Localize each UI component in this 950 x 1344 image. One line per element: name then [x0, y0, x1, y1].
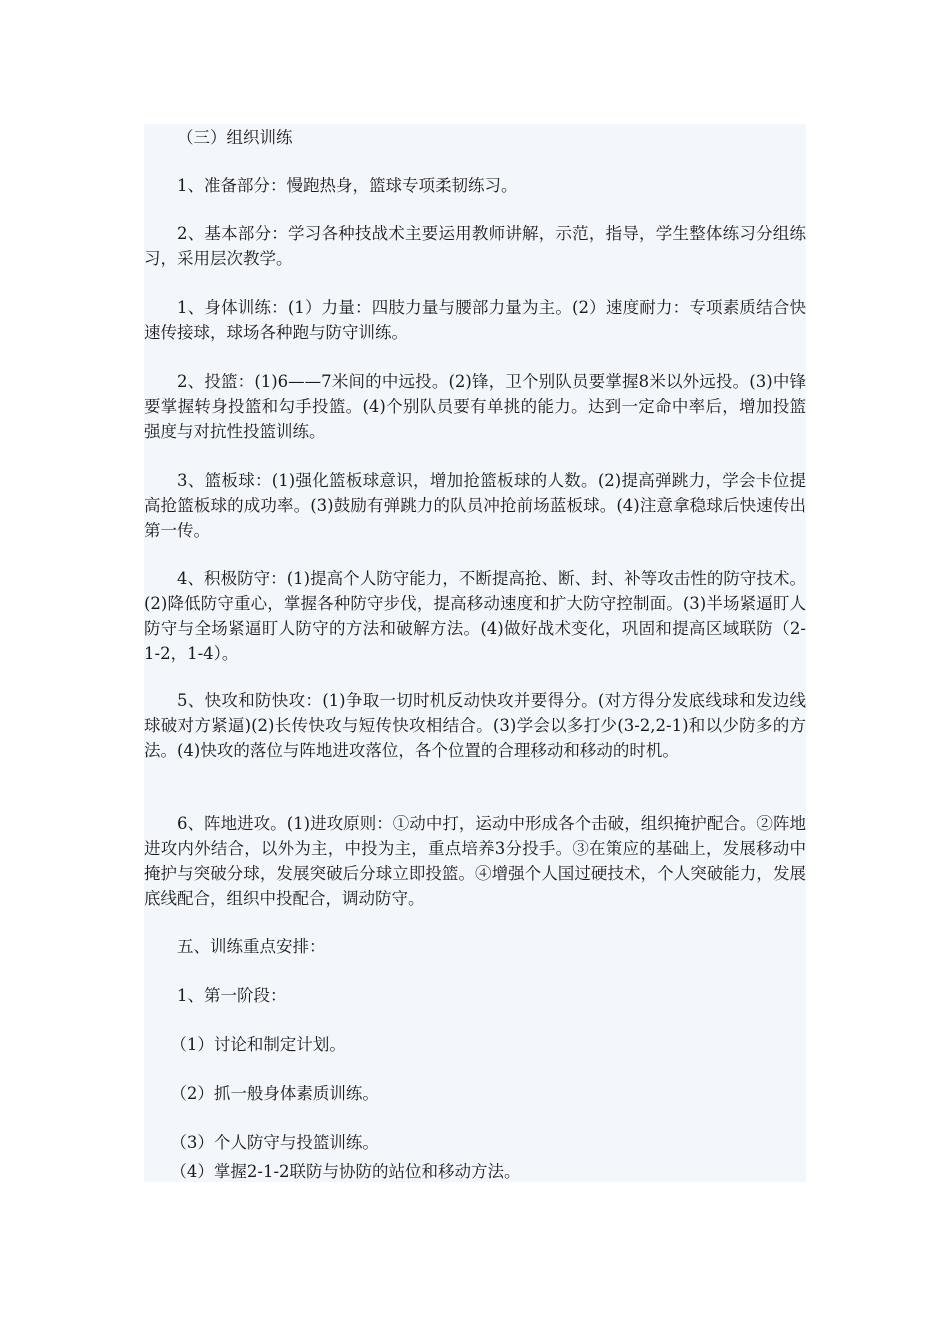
list-item: （1）讨论和制定计划。	[170, 1035, 346, 1054]
paragraph-fastbreak: 5、快攻和防快攻：(1)争取一切时机反动快攻并要得分。(对方得分发底线球和发边线球破对方紧逼)(2)长传快攻与短传快攻相结合。(3)学会以多打少(3-2,2-1)和以少防多的方法。(4)快攻的落位与阵地进攻落位，各个位置的合理移动和移动的时机。	[144, 691, 806, 760]
paragraph-basic: 2、基本部分：学习各种技战术主要运用教师讲解，示范，指导，学生整体练习分组练习，采用层次教学。	[144, 224, 806, 268]
paragraph-shooting: 2、投篮：(1)6——7米间的中远投。(2)锋，卫个别队员要掌握8米以外远投。(3)中锋要掌握转身投篮和勾手投篮。(4)个别队员要有单挑的能力。达到一定命中率后，增加投篮强度与对抗性投篮训练。	[144, 372, 806, 441]
list-item: （3）个人防守与投篮训练。	[170, 1133, 379, 1152]
list-item: （2）抓一般身体素质训练。	[170, 1084, 379, 1103]
paragraph-offense: 6、阵地进攻。(1)进攻原则：①动中打，运动中形成各个击破，组织掩护配合。②阵地进攻内外结合，以外为主，中投为主，重点培养3分投手。③在策应的基础上，发展移动中掩护与突破分球，发展突破后分球立即投篮。④增强个人国过硬技术，个人突破能力，发展底线配合，组织中投配合，调动防守。	[144, 814, 806, 908]
paragraph-rebound: 3、篮板球：(1)强化篮板球意识，增加抢篮板球的人数。(2)提高弹跳力，学会卡位提高抢篮板球的成功率。(3)鼓励有弹跳力的队员冲抢前场蓝板球。(4)注意拿稳球后快速传出第一传。	[144, 471, 806, 540]
heading-training-focus: 五、训练重点安排：	[177, 937, 326, 956]
paragraph-physical: 1、身体训练：(1）力量：四肢力量与腰部力量为主。(2）速度耐力：专项素质结合快速传接球，球场各种跑与防守训练。	[144, 298, 806, 342]
list-item: （4）掌握2-1-2联防与协防的站位和移动方法。	[170, 1162, 521, 1181]
paragraph-prep: 1、准备部分：慢跑热身，篮球专项柔韧练习。	[177, 176, 518, 195]
paragraph-defense: 4、积极防守：(1)提高个人防守能力，不断提高抢、断、封、补等攻击性的防守技术。(2)降低防守重心，掌握各种防守步伐，提高移动速度和扩大防守控制面。(3)半场紧逼盯人防守与全场紧逼盯人防守的方法和破解方法。(4)做好战术变化，巩固和提高区域联防（2-1-2，1-4）。	[144, 569, 806, 663]
section-header: （三）组织训练	[177, 128, 293, 147]
heading-phase-one: 1、第一阶段：	[177, 986, 287, 1005]
